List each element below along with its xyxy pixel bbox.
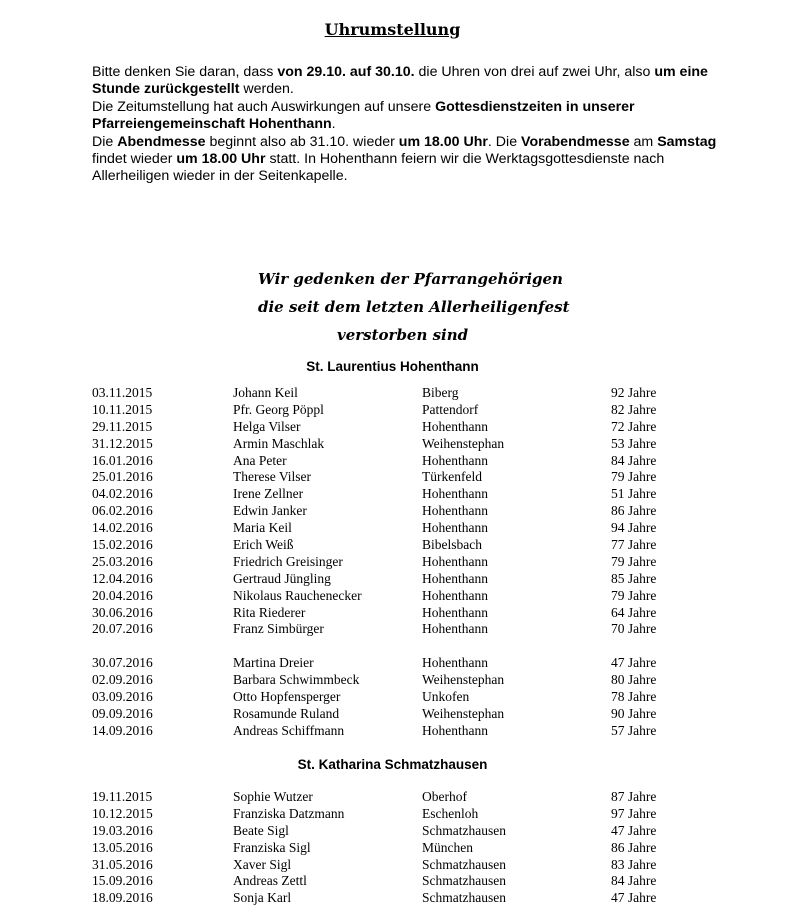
deceased-place: Schmatzhausen	[422, 856, 506, 872]
death-date: 03.11.2015	[92, 385, 153, 400]
deceased-place: Oberhof	[422, 789, 467, 804]
death-date: 19.03.2016	[92, 822, 153, 838]
deceased-age: 83 Jahre	[611, 856, 657, 872]
table-row	[0, 520, 785, 537]
table-row	[0, 823, 785, 840]
deceased-age: 94 Jahre	[611, 520, 657, 536]
deceased-name: Franziska Sigl	[233, 839, 311, 855]
death-date: 20.07.2016	[92, 621, 153, 637]
deceased-name: Otto Hopfensperger	[233, 688, 341, 704]
section-title-hohenthann: St. Laurentius Hohenthann	[306, 359, 479, 374]
deceased-place: Hohenthann	[422, 722, 488, 738]
deceased-name: Irene Zellner	[233, 486, 304, 502]
table-row	[0, 840, 785, 857]
deceased-age: 78 Jahre	[611, 688, 657, 704]
table-row	[0, 402, 785, 419]
deceased-name: Franziska Datzmann	[233, 805, 345, 821]
deceased-age: 57 Jahre	[611, 722, 657, 738]
deceased-age: 47 Jahre	[611, 890, 657, 906]
deceased-name: Friedrich Greisinger	[233, 553, 343, 569]
memorial-line-2: die seit dem letzten Allerheiligenfest	[258, 298, 570, 316]
death-date: 06.02.2016	[92, 503, 153, 519]
death-date: 13.05.2016	[92, 839, 153, 855]
table-row	[0, 537, 785, 554]
deceased-name: Ana Peter	[233, 452, 287, 468]
deceased-place: Schmatzhausen	[422, 822, 506, 838]
deceased-name: Erich Weiß	[233, 537, 294, 553]
deceased-age: 51 Jahre	[611, 486, 657, 502]
deceased-age: 80 Jahre	[611, 671, 657, 687]
table-row	[0, 672, 785, 689]
deceased-name: Beate Sigl	[233, 822, 289, 838]
table-row	[0, 453, 785, 470]
section-title-schmatzhausen: St. Katharina Schmatzhausen	[297, 757, 488, 772]
notice-emphasis: Vorabendmesse	[521, 133, 630, 150]
death-date: 10.12.2015	[92, 805, 153, 821]
deceased-name: Rita Riederer	[233, 604, 306, 620]
death-date: 31.05.2016	[92, 856, 153, 872]
table-row	[0, 789, 785, 806]
deceased-name: Barbara Schwimmbeck	[233, 671, 360, 687]
table-row	[0, 873, 785, 890]
deceased-age: 79 Jahre	[611, 553, 657, 569]
notice-text	[92, 64, 732, 186]
deceased-age: 53 Jahre	[611, 435, 657, 451]
deceased-place: Hohenthann	[422, 587, 488, 603]
notice-emphasis: Samstag	[657, 133, 717, 150]
notice-emphasis: um 18.00 Uhr	[398, 133, 488, 150]
death-date: 03.09.2016	[92, 688, 153, 704]
deceased-list-hohenthann-1	[0, 385, 785, 638]
deceased-age: 86 Jahre	[611, 839, 657, 855]
deceased-place: Eschenloh	[422, 805, 479, 821]
deceased-name: Franz Simbürger	[233, 621, 324, 637]
deceased-place: Türkenfeld	[422, 469, 482, 485]
deceased-name: Armin Maschlak	[233, 435, 325, 451]
deceased-name: Helga Vilser	[233, 418, 301, 434]
deceased-place: Pattendorf	[422, 401, 479, 417]
deceased-place: Unkofen	[422, 688, 470, 704]
page-title: Uhrumstellung	[324, 20, 461, 39]
deceased-age: 47 Jahre	[611, 822, 657, 838]
deceased-age: 79 Jahre	[611, 469, 657, 485]
deceased-name: Andreas Zettl	[233, 873, 307, 889]
table-row	[0, 621, 785, 638]
deceased-name: Rosamunde Ruland	[233, 705, 340, 721]
death-date: 16.01.2016	[92, 452, 153, 468]
deceased-age: 97 Jahre	[611, 805, 657, 821]
deceased-place: Biberg	[422, 385, 459, 400]
deceased-name: Andreas Schiffmann	[233, 722, 345, 738]
deceased-name: Martina Dreier	[233, 655, 314, 670]
deceased-list-schmatzhausen	[0, 789, 785, 907]
deceased-age: 79 Jahre	[611, 587, 657, 603]
notice-text-run: beginnt also ab 31.10. wieder	[205, 133, 399, 150]
notice-text-run: werden.	[239, 81, 294, 98]
deceased-place: Hohenthann	[422, 655, 488, 670]
table-row	[0, 503, 785, 520]
notice-emphasis: von 29.10. auf 30.10.	[277, 64, 415, 80]
table-row	[0, 469, 785, 486]
deceased-age: 86 Jahre	[611, 503, 657, 519]
deceased-age: 77 Jahre	[611, 537, 657, 553]
death-date: 04.02.2016	[92, 486, 153, 502]
deceased-place: Bibelsbach	[422, 537, 482, 553]
deceased-name: Edwin Janker	[233, 503, 307, 519]
notice-paragraph-2	[92, 99, 732, 134]
deceased-name: Sonja Karl	[233, 890, 292, 906]
deceased-age: 47 Jahre	[611, 655, 657, 670]
notice-text-run: am	[629, 133, 658, 150]
deceased-name: Pfr. Georg Pöppl	[233, 401, 324, 417]
death-date: 29.11.2015	[92, 418, 153, 434]
table-row	[0, 689, 785, 706]
notice-text-run: die Uhren von drei auf zwei Uhr, also	[414, 64, 655, 80]
notice-paragraph-3	[92, 134, 732, 186]
death-date: 20.04.2016	[92, 587, 153, 603]
table-row	[0, 706, 785, 723]
deceased-name: Xaver Sigl	[233, 856, 292, 872]
death-date: 15.02.2016	[92, 537, 153, 553]
deceased-name: Therese Vilser	[233, 469, 312, 485]
table-row	[0, 571, 785, 588]
deceased-name: Nikolaus Rauchenecker	[233, 587, 362, 603]
deceased-age: 87 Jahre	[611, 789, 657, 804]
deceased-name: Maria Keil	[233, 520, 292, 536]
memorial-line-1: Wir gedenken der Pfarrangehörigen	[258, 270, 563, 288]
table-row	[0, 436, 785, 453]
deceased-list-hohenthann-2	[0, 655, 785, 739]
notice-emphasis: um eine Stunde zurückgestellt	[92, 64, 708, 98]
death-date: 19.11.2015	[92, 789, 153, 804]
deceased-place: Hohenthann	[422, 604, 488, 620]
table-row	[0, 486, 785, 503]
deceased-place: Hohenthann	[422, 621, 488, 637]
notice-text-run: findet wieder	[92, 151, 177, 168]
notice-text-run: .	[331, 116, 336, 133]
table-row	[0, 723, 785, 740]
deceased-name: Gertraud Jüngling	[233, 570, 331, 586]
death-date: 25.03.2016	[92, 553, 153, 569]
deceased-place: Hohenthann	[422, 452, 488, 468]
death-date: 02.09.2016	[92, 671, 153, 687]
deceased-name: Johann Keil	[233, 385, 298, 400]
table-row	[0, 419, 785, 436]
notice-text-run: statt. In Hohenthann feiern wir die Werktagsgottesdienste nach Allerheiligen wieder in der Seitenkapelle.	[92, 151, 665, 185]
deceased-age: 84 Jahre	[611, 452, 657, 468]
deceased-age: 92 Jahre	[611, 385, 657, 400]
table-row	[0, 605, 785, 622]
table-row	[0, 385, 785, 402]
memorial-line-3: verstorben sind	[337, 326, 469, 344]
deceased-place: Hohenthann	[422, 553, 488, 569]
death-date: 25.01.2016	[92, 469, 153, 485]
death-date: 14.09.2016	[92, 722, 153, 738]
table-row	[0, 857, 785, 874]
deceased-place: Hohenthann	[422, 503, 488, 519]
table-row	[0, 655, 785, 672]
deceased-age: 72 Jahre	[611, 418, 657, 434]
deceased-age: 90 Jahre	[611, 705, 657, 721]
deceased-place: München	[422, 839, 473, 855]
death-date: 09.09.2016	[92, 705, 153, 721]
death-date: 30.06.2016	[92, 604, 153, 620]
deceased-place: Schmatzhausen	[422, 890, 506, 906]
notice-paragraph-1	[92, 64, 732, 99]
notice-text-run: Die	[92, 133, 118, 150]
table-row	[0, 890, 785, 907]
deceased-age: 70 Jahre	[611, 621, 657, 637]
deceased-place: Schmatzhausen	[422, 873, 506, 889]
deceased-place: Hohenthann	[422, 418, 488, 434]
notice-emphasis: um 18.00 Uhr	[176, 151, 266, 168]
table-row	[0, 806, 785, 823]
deceased-place: Weihenstephan	[422, 671, 505, 687]
deceased-age: 82 Jahre	[611, 401, 657, 417]
table-row	[0, 554, 785, 571]
death-date: 10.11.2015	[92, 401, 153, 417]
death-date: 12.04.2016	[92, 570, 153, 586]
deceased-place: Hohenthann	[422, 570, 488, 586]
deceased-age: 85 Jahre	[611, 570, 657, 586]
notice-text-run: Bitte denken Sie daran, dass	[92, 64, 278, 80]
table-row	[0, 588, 785, 605]
death-date: 18.09.2016	[92, 890, 153, 906]
deceased-place: Weihenstephan	[422, 435, 505, 451]
death-date: 14.02.2016	[92, 520, 153, 536]
notice-text-run: Die Zeitumstellung hat auch Auswirkungen auf unsere	[92, 98, 436, 115]
notice-emphasis: Gottesdienstzeiten in unserer Pfarreiengemeinschaft Hohenthann	[92, 98, 635, 133]
deceased-name: Sophie Wutzer	[233, 789, 313, 804]
death-date: 31.12.2015	[92, 435, 153, 451]
deceased-place: Hohenthann	[422, 486, 488, 502]
deceased-place: Hohenthann	[422, 520, 488, 536]
notice-text-run: . Die	[487, 133, 522, 150]
deceased-place: Weihenstephan	[422, 705, 505, 721]
deceased-age: 64 Jahre	[611, 604, 657, 620]
notice-emphasis: Abendmesse	[117, 133, 206, 150]
deceased-age: 84 Jahre	[611, 873, 657, 889]
death-date: 15.09.2016	[92, 873, 153, 889]
death-date: 30.07.2016	[92, 655, 153, 670]
